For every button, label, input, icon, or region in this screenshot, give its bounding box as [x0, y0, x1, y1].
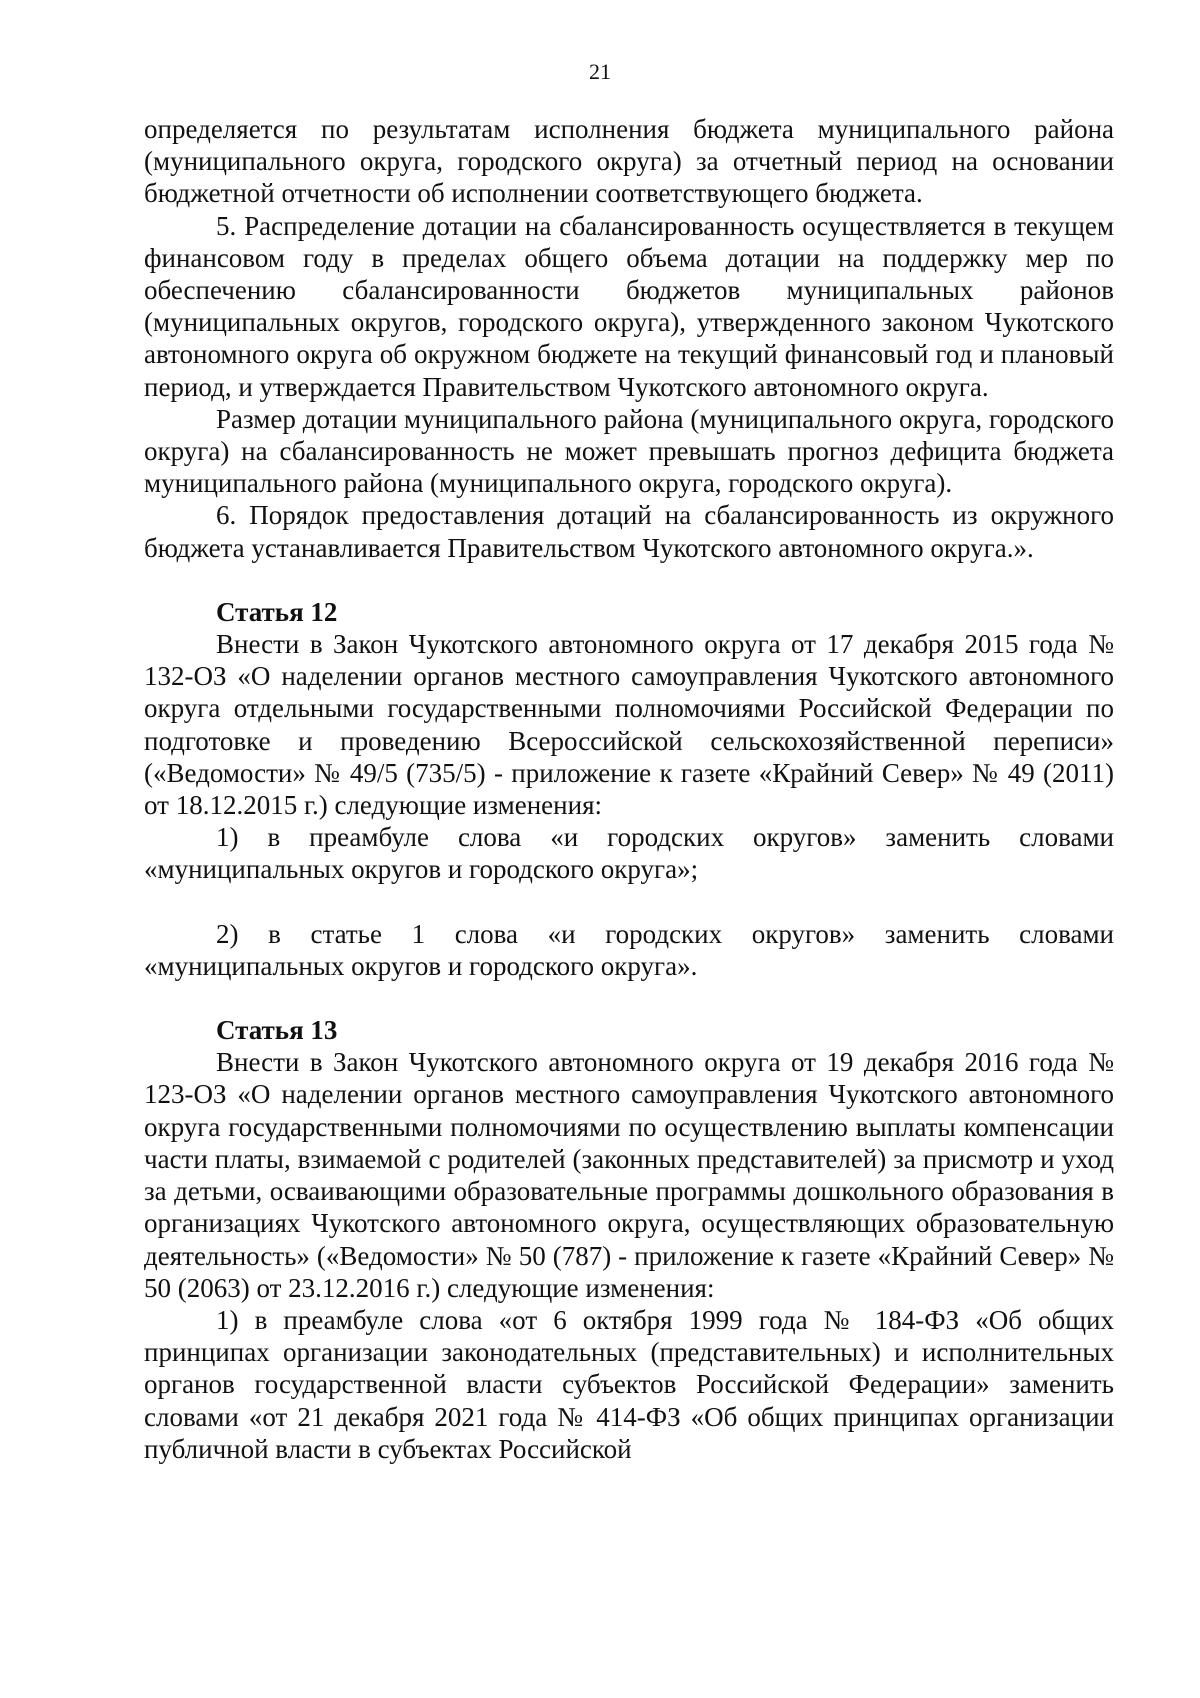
article-12-intro: Внести в Закон Чукотского автономного округа от 17 декабря 2015 года № 132-ОЗ «О наделении органов местного самоуправления Чукотского автономного округа отдельными государственными полномочиями Российской Федерации по подготовке и проведению Всероссийской сельскохозяйственной переписи» («Ведомости» № 49/5 (735/5) - приложение к газете «Крайний Север» № 49 (2011) от 18.12.2015 г.) следующие изменения: — [144, 629, 1114, 821]
paragraph-subsidy-size: Размер дотации муниципального района (муниципального округа, городского округа) на сбалансированность не может превышать прогноз дефицита бюджета муниципального района (муниципального округа, городского округа). — [144, 403, 1114, 499]
article-12-item-1: 1) в преамбуле слова «и городских округов» заменить словами «муниципальных округов и городского округа»; — [144, 822, 1114, 885]
article-12-title: Статья 12 — [216, 596, 338, 627]
page-number: 21 — [589, 59, 611, 84]
paragraph-item-5: 5. Распределение дотации на сбалансированность осуществляется в текущем финансовом году в пределах общего объема дотации на поддержку мер по обеспечению сбалансированности бюджетов муниципальных районов (муниципальных округов, городского округа), утвержденного законом Чукотского автономного округа об окружном бюджете на текущий финансовый год и плановый период, и утверждается Правительством Чукотского автономного округа. — [144, 210, 1114, 402]
article-13-intro: Внести в Закон Чукотского автономного округа от 19 декабря 2016 года № 123-ОЗ «О наделении органов местного самоуправления Чукотского автономного округа государственными полномочиями по осуществлению выплаты компенсации части платы, взимаемой с родителей (законных представителей) за присмотр и уход за детьми, осваивающими образовательные программы дошкольного образования в организациях Чукотского автономного округа, осуществляющих образовательную деятельность» («Ведомости» № 50 (787) - приложение к газете «Крайний Север» № 50 (2063) от 23.12.2016 г.) следующие изменения: — [144, 1047, 1114, 1303]
article-13-item-1: 1) в преамбуле слова «от 6 октября 1999 года № 184-ФЗ «Об общих принципах организации законодательных (представительных) и исполнительных органов государственной власти субъектов Российской Федерации» заменить словами «от 21 декабря 2021 года № 414-ФЗ «Об общих принципах организации публичной власти в субъектах Российской — [144, 1304, 1114, 1464]
article-13-title: Статья 13 — [216, 1015, 338, 1046]
paragraph-continuation: определяется по результатам исполнения бюджета муниципального района (муниципального округа, городского округа) за отчетный период на основании бюджетной отчетности об исполнении соответствующего бюджета. — [144, 114, 1114, 209]
document-body — [144, 113, 1114, 1465]
article-12-item-2: 2) в статье 1 слова «и городских округов» заменить словами «муниципальных округов и городского округа». — [144, 918, 1114, 981]
paragraph-item-6: 6. Порядок предоставления дотаций на сбалансированность из окружного бюджета устанавливается Правительством Чукотского автономного округа.». — [144, 500, 1114, 563]
